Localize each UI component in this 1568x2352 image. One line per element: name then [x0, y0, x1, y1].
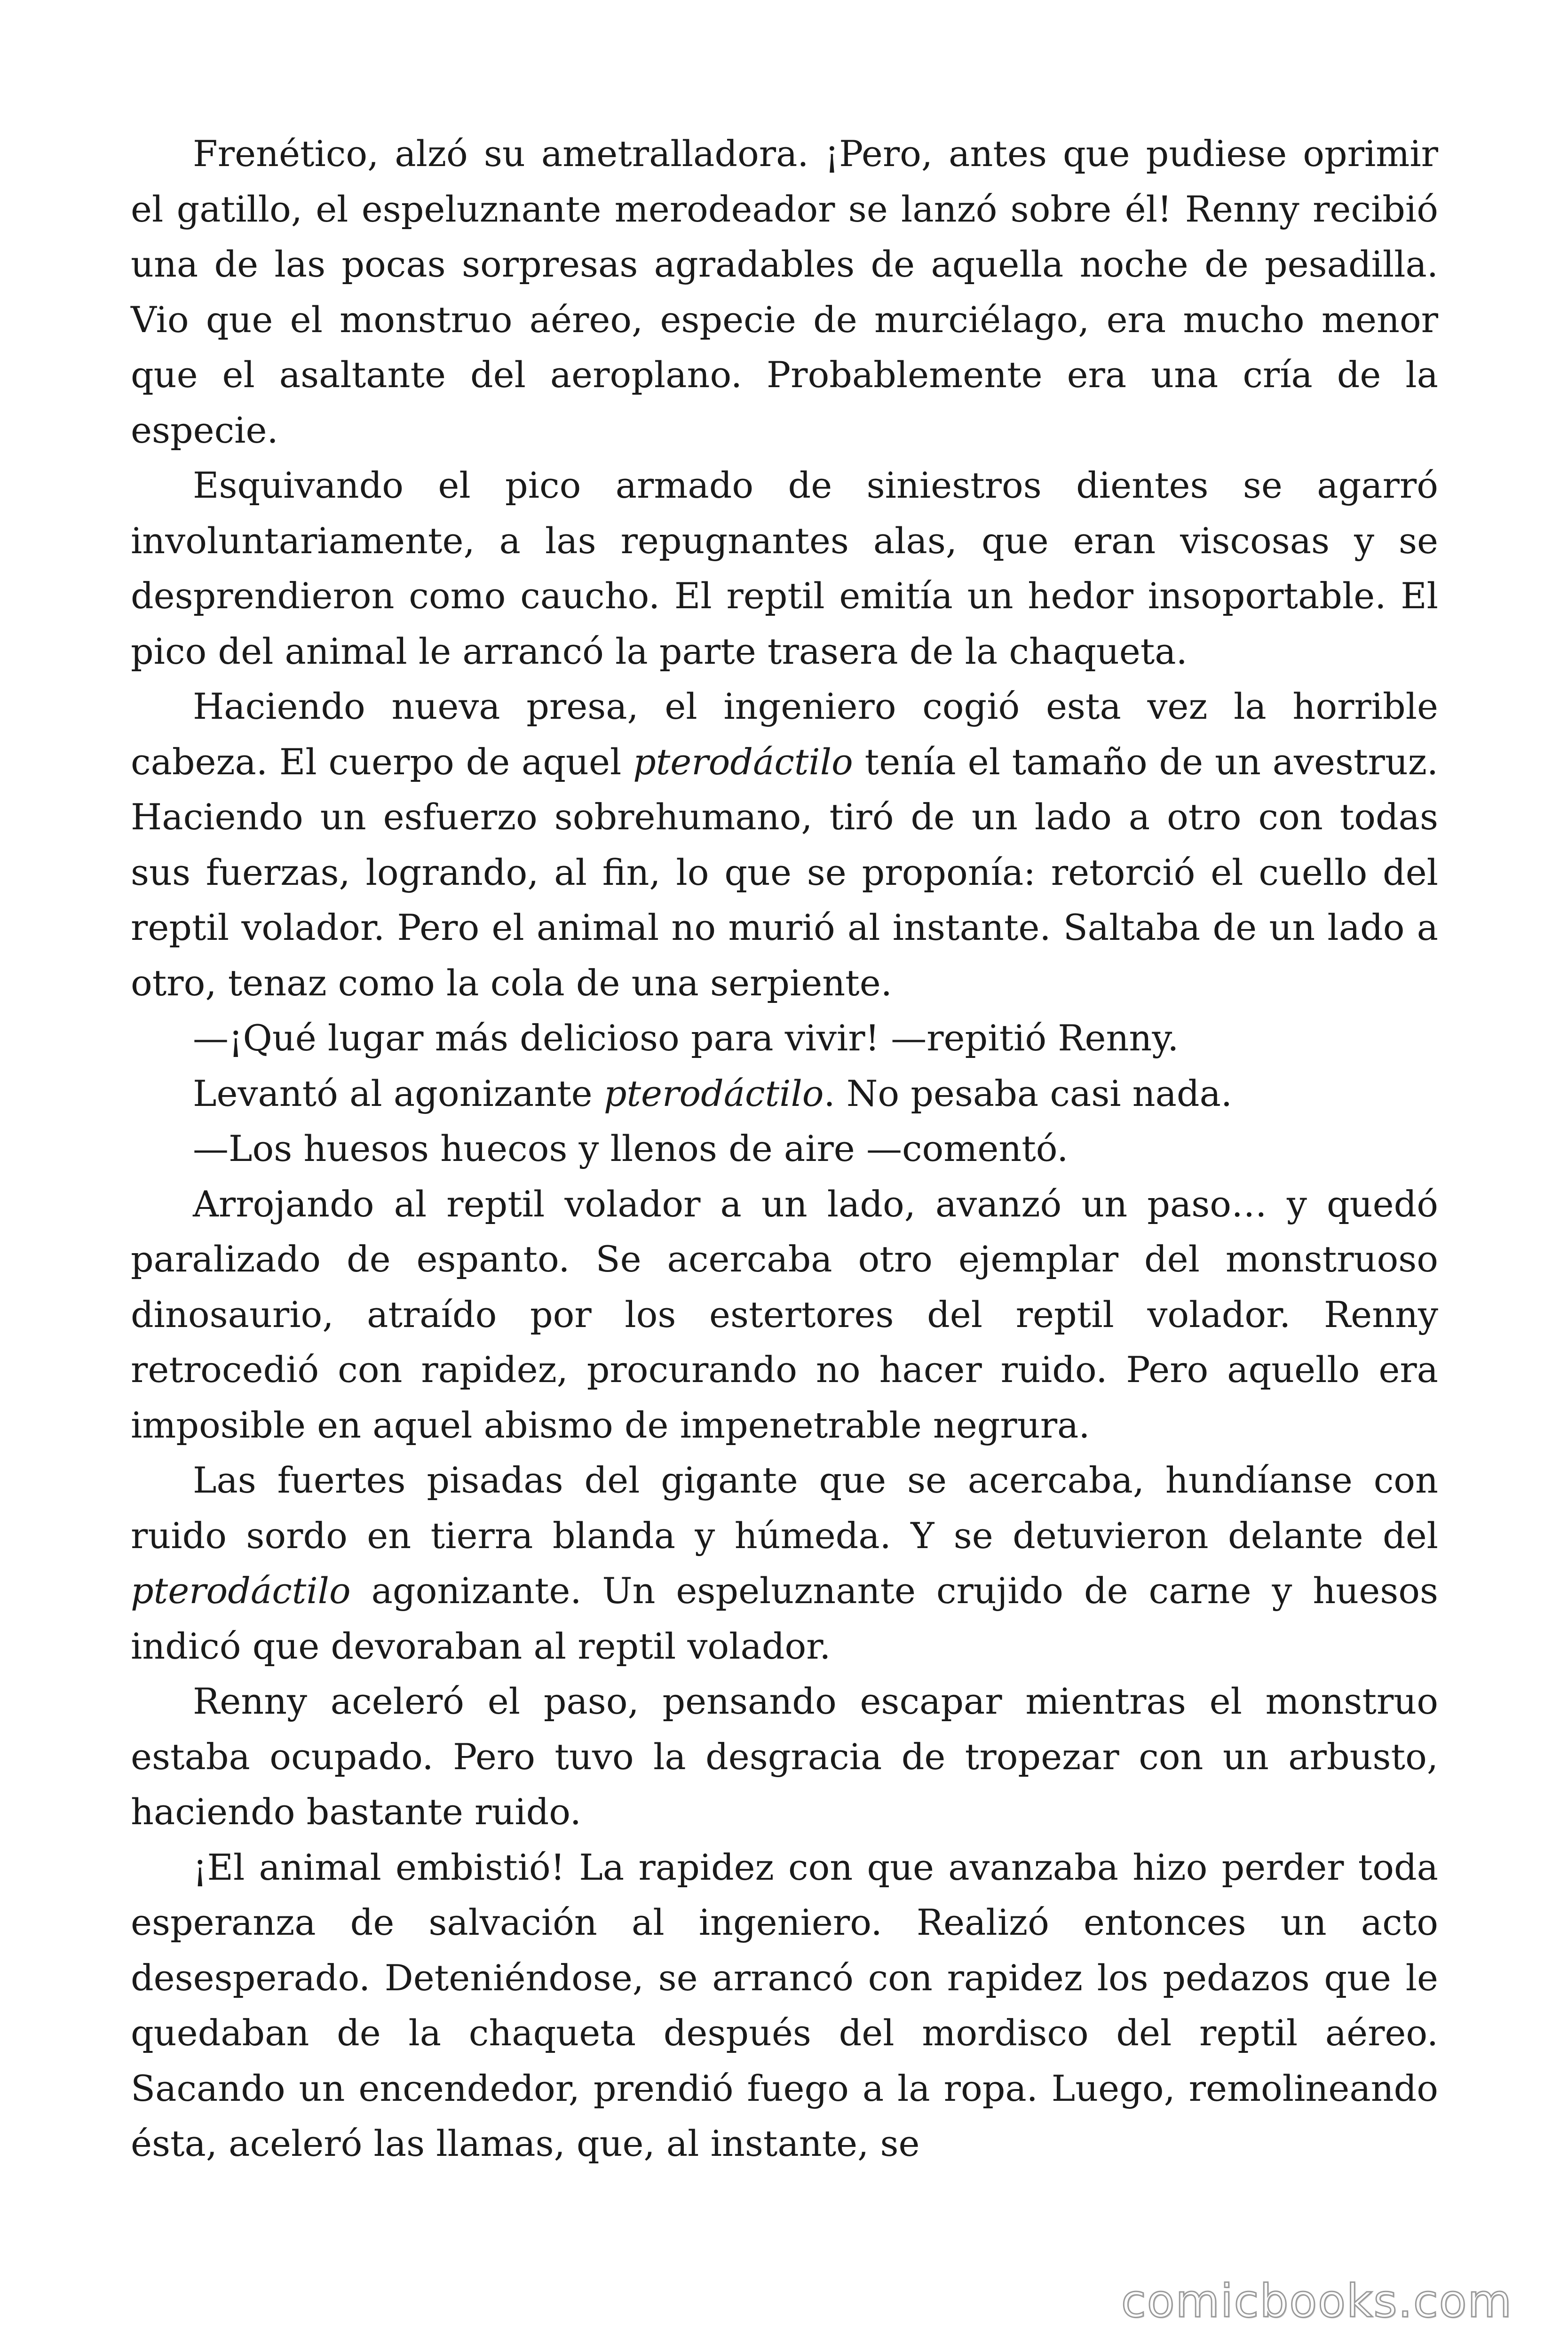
text-segment: . No pesaba casi nada.	[824, 1072, 1233, 1114]
paragraph	[131, 1453, 1438, 1674]
paragraph	[131, 679, 1438, 1010]
text-segment: Las fuertes pisadas del gigante que se acercaba, hundíanse con ruido sordo en tierra blanda y húmeda. Y se detuvieron delante del	[131, 1459, 1438, 1557]
text-segment: Levantó al agonizante	[193, 1072, 604, 1114]
text-segment: agonizante. Un espeluznante crujido de carne y huesos indicó que devoraban al reptil volador.	[131, 1570, 1438, 1667]
italic-text: pterodáctilo	[131, 1570, 351, 1612]
text-segment: tenía el tamaño de un avestruz. Haciendo un esfuerzo sobrehumano, tiró de un lado a otro con todas sus fuerzas, logrando, al fin, lo que se proponía: retorció el cuello del reptil volador. Pero el animal no murió al instante. Saltaba de un lado a otro, tenaz como la cola de una serpiente.	[131, 740, 1438, 1004]
italic-text: pterodáctilo	[633, 740, 853, 783]
paragraph: Arrojando al reptil volador a un lado, avanzó un paso… y quedó paralizado de espanto. Se acercaba otro ejemplar del monstruoso dinosaurio, atraído por los estertores del reptil volador. Renny retrocedió con rapidez, procurando no hacer ruido. Pero aquello era imposible en aquel abismo de impenetrable negrura.	[131, 1183, 1438, 1446]
paragraph: —Los huesos huecos y llenos de aire —comentó.	[193, 1128, 1069, 1169]
paragraph: ¡El animal embistió! La rapidez con que avanzaba hizo perder toda esperanza de salvación al ingeniero. Realizó entonces un acto desesperado. Deteniéndose, se arrancó con rapidez los pedazos que le quedaban de la chaqueta después del mordisco del reptil aéreo. Sacando un encendedor, prendió fuego a la ropa. Luego, remolineando ésta, aceleró las llamas, que, al instante, se	[131, 1846, 1438, 2164]
body-text	[131, 126, 1438, 2171]
paragraph: —¡Qué lugar más delicioso para vivir! —repitió Renny.	[193, 1017, 1179, 1059]
paragraph: Renny aceleró el paso, pensando escapar mientras el monstruo estaba ocupado. Pero tuvo la desgracia de tropezar con un arbusto, haciendo bastante ruido.	[131, 1680, 1438, 1833]
text-segment: Haciendo nueva presa, el ingeniero cogió esta vez la horrible cabeza. El cuerpo de aquel	[131, 685, 1438, 783]
paragraph: Esquivando el pico armado de siniestros dientes se agarró involuntariamente, a las repugnantes alas, que eran viscosas y se desprendieron como caucho. El reptil emitía un hedor insoportable. El pico del animal le arrancó la parte trasera de la chaqueta.	[131, 464, 1438, 672]
italic-text: pterodáctilo	[603, 1072, 824, 1114]
paragraph	[131, 1066, 1438, 1121]
watermark: comicbooks.com	[1121, 2275, 1513, 2328]
paragraph: Frenético, alzó su ametralladora. ¡Pero, antes que pudiese oprimir el gatillo, el espeluznante merodeador se lanzó sobre él! Renny recibió una de las pocas sorpresas agradables de aquella noche de pesadilla. Vio que el monstruo aéreo, especie de murciélago, era mucho menor que el asaltante del aeroplano. Probablemente era una cría de la especie.	[131, 133, 1438, 451]
